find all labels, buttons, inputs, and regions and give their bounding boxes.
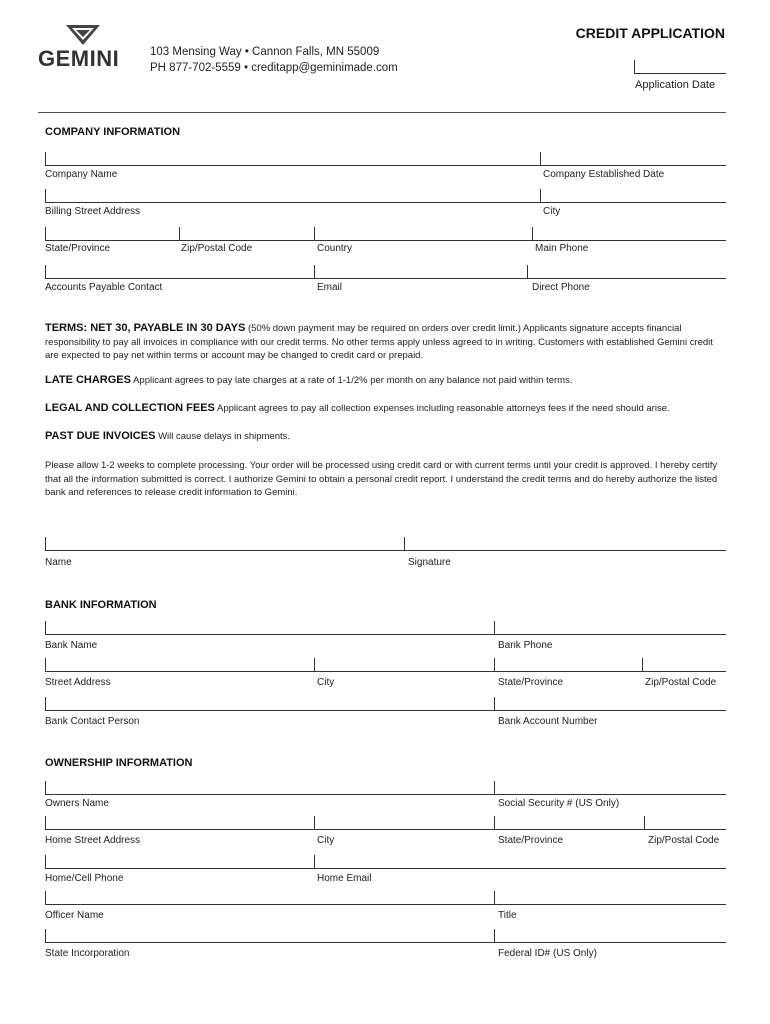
divider [38, 112, 726, 113]
company-city-label: City [543, 206, 561, 217]
owner-city-field[interactable] [314, 816, 494, 830]
owners-name-label: Owners Name [45, 798, 109, 809]
signer-name-label: Name [45, 557, 72, 568]
federal-id-label: Federal ID# (US Only) [498, 948, 597, 959]
state-incorporation-field[interactable] [45, 929, 494, 943]
bank-name-label: Bank Name [45, 640, 98, 651]
signature-label: Signature [408, 557, 451, 568]
bank-account-label: Bank Account Number [498, 716, 598, 727]
home-email-field[interactable] [314, 855, 726, 869]
past-due-paragraph [45, 430, 725, 444]
bank-phone-field[interactable] [494, 621, 726, 635]
home-email-label: Home Email [317, 873, 372, 884]
signature-field[interactable] [404, 537, 726, 551]
legal-fees-body: Applicant agrees to pay all collection expenses including reasonable attorneys fees if the need should arise. [214, 403, 670, 414]
brand-logo: GEMINI [38, 46, 120, 71]
officer-title-label: Title [498, 910, 517, 921]
company-email-field[interactable] [314, 265, 527, 279]
bank-phone-label: Bank Phone [498, 640, 553, 651]
owner-state-field[interactable] [494, 816, 644, 830]
application-date-field[interactable] [634, 60, 726, 74]
company-state-field[interactable] [45, 227, 179, 241]
ownership-section-title: OWNERSHIP INFORMATION [45, 757, 193, 769]
page-title: CREDIT APPLICATION [575, 25, 725, 41]
bank-state-label: State/Province [498, 677, 564, 688]
owner-city-label: City [317, 835, 335, 846]
gemini-logo-icon [66, 25, 100, 47]
officer-title-field[interactable] [494, 891, 726, 905]
established-date-field[interactable] [540, 152, 726, 166]
home-street-label: Home Street Address [45, 835, 141, 846]
owner-state-label: State/Province [498, 835, 564, 846]
past-due-body: Will cause delays in shipments. [155, 431, 291, 442]
past-due-heading: PAST DUE INVOICES [45, 430, 156, 442]
ssn-label: Social Security # (US Only) [498, 798, 620, 809]
country-field[interactable] [314, 227, 532, 241]
direct-phone-field[interactable] [527, 265, 726, 279]
bank-street-field[interactable] [45, 658, 314, 672]
bank-city-field[interactable] [314, 658, 494, 672]
company-address [150, 44, 398, 76]
bank-state-field[interactable] [494, 658, 642, 672]
legal-fees-heading: LEGAL AND COLLECTION FEES [45, 402, 215, 414]
billing-address-label: Billing Street Address [45, 206, 141, 217]
ap-contact-field[interactable] [45, 265, 314, 279]
company-state-label: State/Province [45, 243, 111, 254]
home-phone-label: Home/Cell Phone [45, 873, 124, 884]
bank-contact-label: Bank Contact Person [45, 716, 140, 727]
address-line: 103 Mensing Way • Cannon Falls, MN 55009 [150, 46, 380, 58]
owner-zip-field[interactable] [644, 816, 726, 830]
direct-phone-label: Direct Phone [532, 282, 590, 293]
company-email-label: Email [317, 282, 343, 293]
company-section-title: COMPANY INFORMATION [45, 126, 181, 138]
owner-zip-label: Zip/Postal Code [648, 835, 720, 846]
established-date-label: Company Established Date [543, 169, 665, 180]
main-phone-field[interactable] [532, 227, 726, 241]
officer-name-field[interactable] [45, 891, 494, 905]
bank-street-label: Street Address [45, 677, 111, 688]
company-zip-label: Zip/Postal Code [181, 243, 253, 254]
contact-line: PH 877-702-5559 • creditapp@geminimade.com [150, 62, 398, 74]
bank-zip-field[interactable] [642, 658, 726, 672]
main-phone-label: Main Phone [535, 243, 589, 254]
country-label: Country [317, 243, 353, 254]
bank-zip-label: Zip/Postal Code [645, 677, 717, 688]
ap-contact-label: Accounts Payable Contact [45, 282, 163, 293]
bank-city-label: City [317, 677, 335, 688]
late-charges-heading: LATE CHARGES [45, 374, 131, 386]
billing-address-field[interactable] [45, 189, 540, 203]
late-charges-body: Applicant agrees to pay late charges at a rate of 1-1/2% per month on any balance not paid within terms. [130, 375, 573, 386]
late-charges-paragraph [45, 374, 725, 388]
federal-id-field[interactable] [494, 929, 726, 943]
signer-name-field[interactable] [45, 537, 404, 551]
company-name-label: Company Name [45, 169, 118, 180]
terms-heading: TERMS: NET 30, PAYABLE IN 30 DAYS [45, 322, 246, 334]
company-zip-field[interactable] [179, 227, 314, 241]
bank-contact-field[interactable] [45, 697, 494, 711]
legal-fees-paragraph [45, 402, 725, 416]
company-name-field[interactable] [45, 152, 540, 166]
company-city-field[interactable] [540, 189, 726, 203]
bank-name-field[interactable] [45, 621, 494, 635]
application-date-label: Application Date [635, 79, 716, 91]
home-phone-field[interactable] [45, 855, 314, 869]
terms-body: (50% down payment may be required on orders over credit limit.) Applicants signature accepts financial responsibility to pay all invoices in compliance with our credit terms. No other terms apply unless agreed to in writing. Customers with established Gemini credit are expected to pay net within terms or account may be changed to credit card or prepaid. [45, 323, 713, 361]
bank-section-title: BANK INFORMATION [45, 599, 157, 611]
processing-paragraph: Please allow 1-2 weeks to complete processing. Your order will be processed using credit card or with current terms until your credit is approved. I hereby certify that all the information submitted is correct. I authorize Gemini to obtain a personal credit report. I understand the credit terms and do hereby authorize the listed bank and references to release credit information to Gemini. [45, 460, 718, 498]
ssn-field[interactable] [494, 781, 726, 795]
home-street-field[interactable] [45, 816, 314, 830]
bank-account-field[interactable] [494, 697, 726, 711]
state-incorporation-label: State Incorporation [45, 948, 130, 959]
officer-name-label: Officer Name [45, 910, 104, 921]
owners-name-field[interactable] [45, 781, 494, 795]
terms-paragraph [45, 322, 725, 363]
